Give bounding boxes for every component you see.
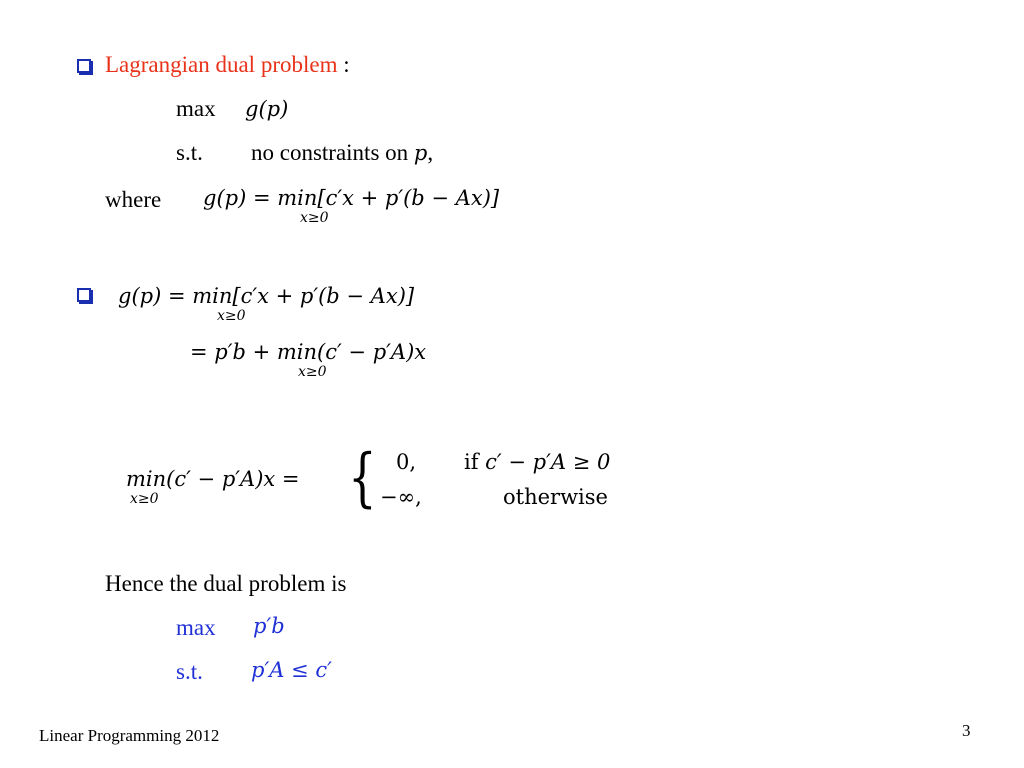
bullet2-line2-min-subscript: x≥0 — [298, 364, 327, 380]
bullet2-line1-lhs: g(p) = — [118, 284, 193, 308]
where-lhs: g(p) = — [203, 186, 278, 210]
st-label: s.t. — [176, 140, 203, 165]
case2-value: −∞, — [380, 485, 422, 509]
bullet2-min: min — [192, 284, 233, 308]
max-objective: g(p) — [245, 97, 289, 121]
where-min: min — [277, 186, 318, 210]
bullet2-line2-rhs: (c′ − p′A)x — [317, 340, 427, 364]
bullet1-title: Lagrangian dual problem — [105, 52, 338, 77]
case1-cond: c′ − p′A ≥ 0 — [485, 450, 611, 474]
where-equation — [203, 186, 499, 210]
cases-min: min — [126, 467, 167, 491]
cases-lhs — [126, 467, 300, 491]
st-comma: , — [427, 140, 434, 165]
case2-condition: otherwise — [503, 485, 608, 509]
where-min-subscript: x≥0 — [300, 210, 329, 226]
dual-constraint: p′A ≤ c′ — [251, 658, 332, 682]
bullet1-colon: : — [343, 52, 350, 77]
bullet2-line2-min: min — [276, 340, 318, 364]
dual-st-label: s.t. — [176, 659, 203, 684]
bullet2-line2-lhs: = p′b + — [190, 340, 277, 364]
footer-title: Linear Programming 2012 — [39, 726, 220, 745]
case1-value: 0, — [396, 450, 417, 474]
where-rhs: [c′x + p′(b − Ax)] — [317, 186, 500, 210]
case1-condition — [464, 450, 610, 474]
max-label: max — [176, 96, 216, 121]
st-var: p — [413, 141, 428, 165]
dual-max-label: max — [176, 615, 216, 640]
where-label: where — [105, 187, 162, 212]
cases-min-subscript: x≥0 — [130, 491, 159, 507]
checkbox-bullet-icon — [77, 59, 91, 73]
cases-lhs-rest: (c′ − p′A)x = — [166, 467, 300, 491]
case1-cond-word: if — [464, 450, 486, 474]
bullet2-line1 — [118, 284, 414, 308]
dual-objective: p′b — [253, 614, 285, 638]
conclusion-text: Hence the dual problem is — [105, 571, 347, 596]
bullet2-min-subscript: x≥0 — [217, 308, 246, 324]
left-brace: { — [348, 441, 377, 515]
bullet2-line2 — [190, 340, 426, 364]
checkbox-bullet-icon — [77, 288, 91, 302]
bullet1-heading — [105, 52, 350, 78]
st-constraint — [251, 140, 433, 166]
page-number: 3 — [962, 721, 971, 740]
bullet2-line1-rhs: [c′x + p′(b − Ax)] — [232, 284, 415, 308]
st-text: no constraints on — [251, 140, 414, 165]
